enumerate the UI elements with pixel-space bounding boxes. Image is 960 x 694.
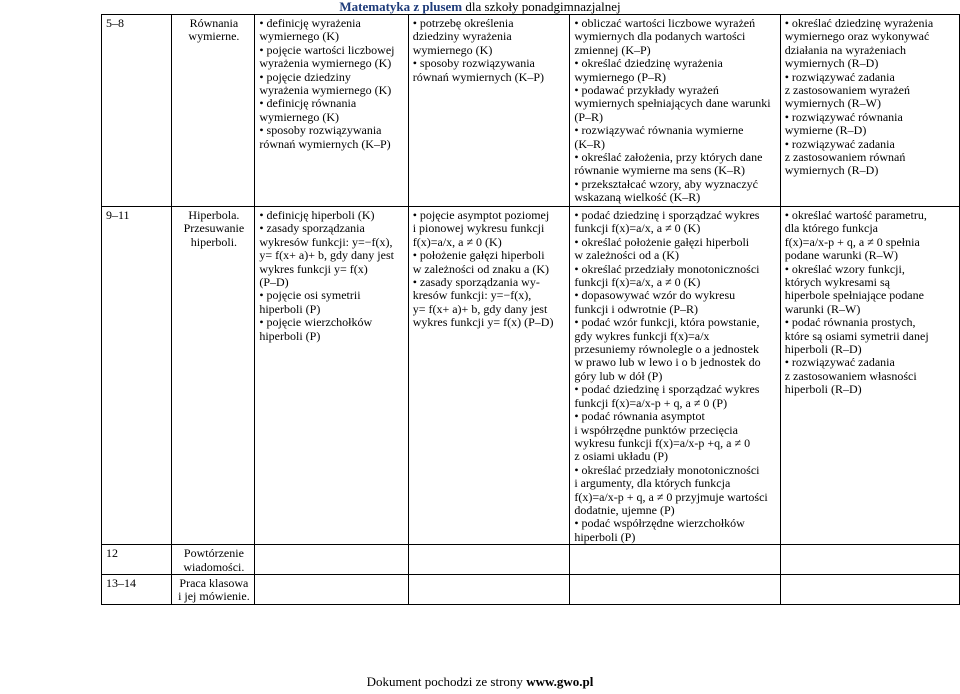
text-line: • rozwiązywać zadania <box>784 355 895 370</box>
text-line: z zastosowaniem wyrażeń <box>784 83 910 98</box>
table-row <box>102 545 960 575</box>
text-line: wyrażenia wymiernego (K) <box>259 56 392 71</box>
text-line: dziedziny wyrażenia <box>412 29 512 44</box>
text-line: • określać przedziały monotoniczności <box>574 261 760 276</box>
text-line: (P–D) <box>259 275 289 290</box>
text-line: • rozwiązywać równania wymierne <box>574 123 744 138</box>
text-line: hiperboli (R–D) <box>784 382 862 397</box>
page-footer <box>0 674 960 690</box>
text-line: • określać dziedzinę wyrażenia <box>574 56 723 71</box>
text-line: • określać położenie gałęzi hiperboli <box>574 234 750 249</box>
text-line: i pionowej wykresu funkcji <box>412 221 545 236</box>
text-line: • pojęcie dziedziny <box>259 69 351 84</box>
empty-cell <box>780 574 959 604</box>
footer-prefix: Dokument pochodzi ze strony <box>366 674 527 689</box>
empty-cell <box>780 545 959 575</box>
text-line: z zastosowaniem równań <box>784 150 906 165</box>
text-line: • pojęcie asymptot poziomej <box>412 208 550 222</box>
header-title: Matematyka z plusem <box>339 0 463 14</box>
understanding-cell <box>408 207 570 545</box>
text-line: Równania <box>189 16 239 30</box>
text-line: wymiernych (R–W) <box>784 96 881 111</box>
text-line: • zasady sporządzania wy- <box>412 275 540 290</box>
text-line: wymiernych spełniających dane warunki <box>574 96 771 111</box>
text-line: kresów funkcji: y=−f(x), <box>412 288 532 303</box>
text-line: wyrażenia wymiernego (K) <box>259 83 392 98</box>
text-line: • położenie gałęzi hiperboli <box>412 248 545 263</box>
lesson-number-cell <box>102 207 172 545</box>
text-line: wymiernych dla podanych wartości <box>574 29 746 44</box>
text-line: • rozwiązywać zadania <box>784 69 895 84</box>
text-line: • definicję wyrażenia <box>259 16 361 30</box>
text-line: wymiernych (R–D) <box>784 56 879 71</box>
text-line: funkcji f(x)=a/x, a ≠ 0 (K) <box>574 275 701 290</box>
text-line: • definicję hiperboli (K) <box>259 208 375 222</box>
empty-cell <box>408 574 570 604</box>
text-line: • podawać przykłady wyrażeń <box>574 83 719 98</box>
empty-cell <box>255 574 408 604</box>
text-line: równań wymiernych (K–P) <box>259 136 391 151</box>
text-line: działania na wyrażeniach <box>784 42 906 57</box>
page-header <box>0 0 960 14</box>
text-line: • definicję równania <box>259 96 357 111</box>
text-line: f(x)=a/x-p + q, a ≠ 0 przyjmuje wartości <box>574 489 768 504</box>
text-line: • podać dziedzinę i sporządzać wykres <box>574 208 760 222</box>
text-line: • podać wzór funkcji, która powstanie, <box>574 315 760 330</box>
text-line: • określać wzory funkcji, <box>784 261 905 276</box>
text-line: wskazaną wielkość (K–R) <box>574 190 701 205</box>
text-line: wymiernego (K) <box>259 109 339 124</box>
text-line: wykresu funkcji f(x)=a/x-p +q, a ≠ 0 <box>574 435 751 450</box>
text-line: równanie wymierne ma sens (K–R) <box>574 163 745 178</box>
text-line: • rozwiązywać równania <box>784 109 903 124</box>
table-row <box>102 207 960 545</box>
text-line: wymiernego (P–R) <box>574 69 666 84</box>
empty-cell <box>408 545 570 575</box>
text-line: • dopasowywać wzór do wykresu <box>574 288 736 303</box>
text-line: y= f(x+ a)+ b, gdy dany jest <box>412 301 548 316</box>
text-line: w prawo lub w lewo i o b jednostek do <box>574 355 761 370</box>
header-subtitle: dla szkoły ponadgimnazjalnej <box>462 0 621 14</box>
text-line: funkcji f(x)=a/x, a ≠ 0 (K) <box>574 221 701 236</box>
lesson-number-cell <box>102 574 172 604</box>
empty-cell <box>570 574 780 604</box>
knowledge-cell <box>255 15 408 207</box>
empty-cell <box>255 545 408 575</box>
extended-skills-cell <box>780 207 959 545</box>
text-line: zmiennej (K–P) <box>574 42 651 57</box>
skills-cell <box>570 15 780 207</box>
topic-cell <box>172 574 255 604</box>
text-line: • określać przedziały monotoniczności <box>574 462 760 477</box>
text-line: • sposoby rozwiązywania <box>259 123 382 138</box>
lesson-number: 12 <box>106 546 118 561</box>
text-line: i współrzędne punktów przecięcia <box>574 422 738 437</box>
lesson-number: 13–14 <box>106 575 136 590</box>
text-line: i jej mówienie. <box>178 589 250 604</box>
text-line: (K–R) <box>574 136 606 151</box>
understanding-cell <box>408 15 570 207</box>
text-line: • podać dziedzinę i sporządzać wykres <box>574 382 760 397</box>
lesson-number: 5–8 <box>106 16 124 30</box>
text-line: Powtórzenie <box>183 546 244 561</box>
text-line: wymiernych (R–D) <box>784 163 879 178</box>
text-line: • określać założenia, przy których dane <box>574 150 763 165</box>
text-line: • obliczać wartości liczbowe wyrażeń <box>574 16 756 30</box>
text-line: z osiami układu (P) <box>574 449 668 464</box>
text-line: które są osiami symetrii danej <box>784 328 929 343</box>
text-line: • pojęcie wartości liczbowej <box>259 42 395 57</box>
text-line: • podać równania asymptot <box>574 409 705 424</box>
text-line: wymierne. <box>188 29 240 44</box>
text-line: • pojęcie osi symetrii <box>259 288 361 303</box>
text-line: • przekształcać wzory, aby wyznaczyć <box>574 176 758 191</box>
extended-skills-cell <box>780 15 959 207</box>
lesson-number-cell <box>102 545 172 575</box>
text-line: hiperboli (R–D) <box>784 342 862 357</box>
text-line: Przesuwanie <box>183 221 245 236</box>
footer-link[interactable]: www.gwo.pl <box>526 674 594 689</box>
table-row <box>102 15 960 207</box>
empty-cell <box>570 545 780 575</box>
text-line: gdy wykres funkcji f(x)=a/x <box>574 328 710 343</box>
text-line: w zależności od a (K) <box>574 248 679 263</box>
text-line: z zastosowaniem własności <box>784 368 917 383</box>
text-line: hiperboli (P) <box>574 529 636 544</box>
text-line: hiperboli. <box>190 234 238 249</box>
topic-cell <box>172 207 255 545</box>
text-line: funkcji i odwrotnie (P–R) <box>574 301 698 316</box>
text-line: równań wymiernych (K–P) <box>412 69 545 84</box>
text-line: których wykresami są <box>784 275 890 290</box>
text-line: (P–R) <box>574 109 604 124</box>
text-line: f(x)=a/x-p + q, a ≠ 0 spełnia <box>784 234 920 249</box>
text-line: dla którego funkcja <box>784 221 878 236</box>
text-line: Hiperbola. <box>188 208 240 222</box>
text-line: hiperbole spełniające podane <box>784 288 924 303</box>
text-line: • sposoby rozwiązywania <box>412 56 535 71</box>
text-line: • określać wartość parametru, <box>784 208 927 222</box>
text-line: • podać równania prostych, <box>784 315 916 330</box>
text-line: • podać współrzędne wierzchołków <box>574 516 745 531</box>
text-line: f(x)=a/x, a ≠ 0 (K) <box>412 234 502 249</box>
text-line: wymierne (R–D) <box>784 123 867 138</box>
skills-cell <box>570 207 780 545</box>
text-line: w zależności od znaku a (K) <box>412 261 549 276</box>
text-line: przesuniemy równolegle o a jednostek <box>574 342 759 357</box>
text-line: warunki (R–W) <box>784 301 861 316</box>
text-line: góry lub w dół (P) <box>574 368 663 383</box>
text-line: • określać dziedzinę wyrażenia <box>784 16 934 30</box>
text-line: hiperboli (P) <box>259 328 321 343</box>
text-line: funkcji f(x)=a/x-p + q, a ≠ 0 (P) <box>574 395 728 410</box>
text-line: • potrzebę określenia <box>412 16 514 30</box>
knowledge-cell <box>255 207 408 545</box>
text-line: • pojęcie wierzchołków <box>259 315 373 330</box>
curriculum-table <box>101 14 960 605</box>
text-line: wykresów funkcji: y=−f(x), <box>259 234 393 249</box>
text-line: wymiernego oraz wykonywać <box>784 29 930 44</box>
text-line: wykres funkcji y= f(x) (P–D) <box>412 315 554 330</box>
text-line: wiadomości. <box>183 559 245 574</box>
text-line: • zasady sporządzania <box>259 221 365 236</box>
text-line: Praca klasowa <box>179 575 249 590</box>
table-row <box>102 574 960 604</box>
topic-cell <box>172 15 255 207</box>
text-line: wymiernego (K) <box>259 29 339 44</box>
text-line: wymiernego (K) <box>412 42 493 57</box>
topic-cell <box>172 545 255 575</box>
text-line: wykres funkcji y= f(x) <box>259 261 368 276</box>
text-line: i argumenty, dla których funkcja <box>574 476 731 491</box>
text-line: podane warunki (R–W) <box>784 248 898 263</box>
text-line: hiperboli (P) <box>259 301 321 316</box>
lesson-number-cell <box>102 15 172 207</box>
lesson-number: 9–11 <box>106 208 130 222</box>
text-line: y= f(x+ a)+ b, gdy dany jest <box>259 248 394 263</box>
text-line: dodatnie, ujemne (P) <box>574 502 675 517</box>
text-line: • rozwiązywać zadania <box>784 136 895 151</box>
